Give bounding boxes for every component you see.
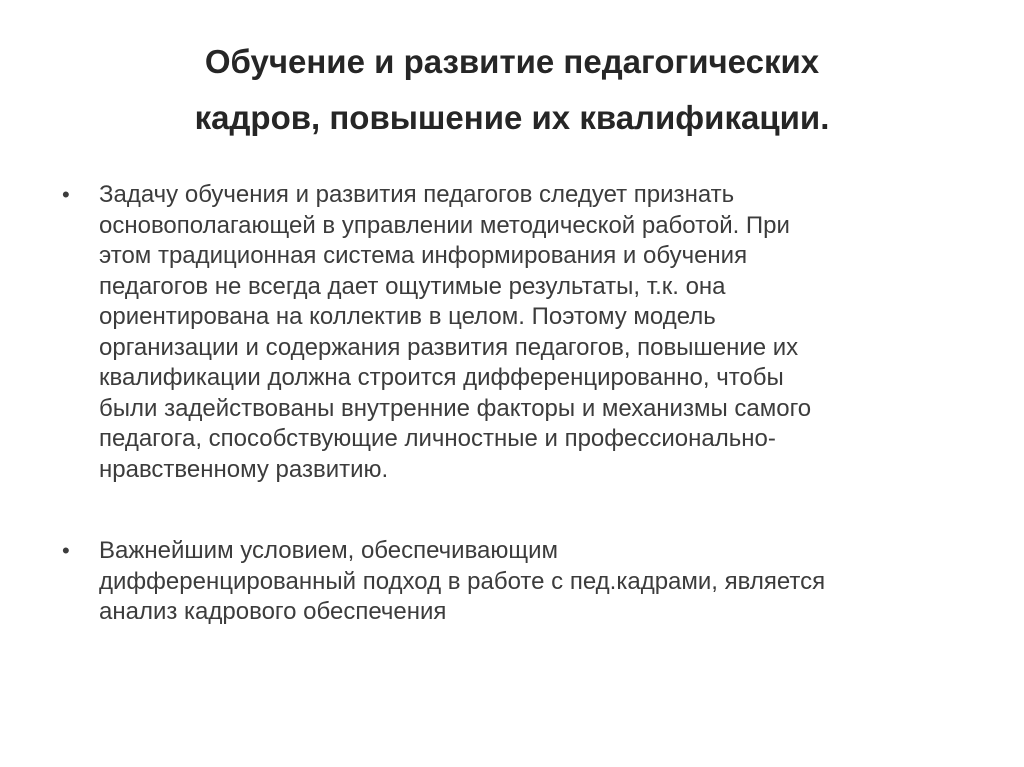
bullet-text-line: нравственному развитию.: [99, 455, 389, 483]
title-line: Обучение и развитие педагогических: [204, 43, 820, 80]
bullet-text-line: ориентирована на коллектив в целом. Поэтому модель: [99, 303, 716, 330]
bullet-list: [62, 180, 962, 628]
bullet-text-line: организации и содержания развития педагогов, повышение их: [99, 333, 799, 361]
bullet-text-line: педагога, способствующие личностные и профессионально-: [99, 425, 776, 452]
bullet-text-line: были задействованы внутренние факторы и механизмы самого: [99, 394, 812, 422]
bullet-text-line: основополагающей в управлении методической работой. При: [99, 211, 790, 239]
bullet-text-line: этом традиционная система информирования и обучения: [99, 242, 748, 269]
bullet-item-staffing-analysis: [62, 536, 962, 628]
bullet-text-line: квалификации должна строится дифференцированно, чтобы: [99, 364, 784, 391]
bullet-text-line: Важнейшим условием, обеспечивающим: [99, 537, 559, 564]
bullet-text-line: анализ кадрового обеспечения: [99, 598, 447, 625]
bullet-text-line: педагогов не всегда дает ощутимые результаты, т.к. она: [99, 272, 726, 300]
bullet-marker: •: [62, 538, 70, 563]
bullet-item-staff-development: [62, 180, 962, 485]
title-line: кадров, повышение их квалификации.: [194, 99, 830, 136]
bullet-text-line: Задачу обучения и развития педагогов следует признать: [99, 181, 735, 208]
bullet-marker: •: [62, 182, 70, 207]
slide-title: [80, 34, 944, 146]
bullet-text-line: дифференцированный подход в работе с пед.кадрами, является: [99, 567, 826, 595]
